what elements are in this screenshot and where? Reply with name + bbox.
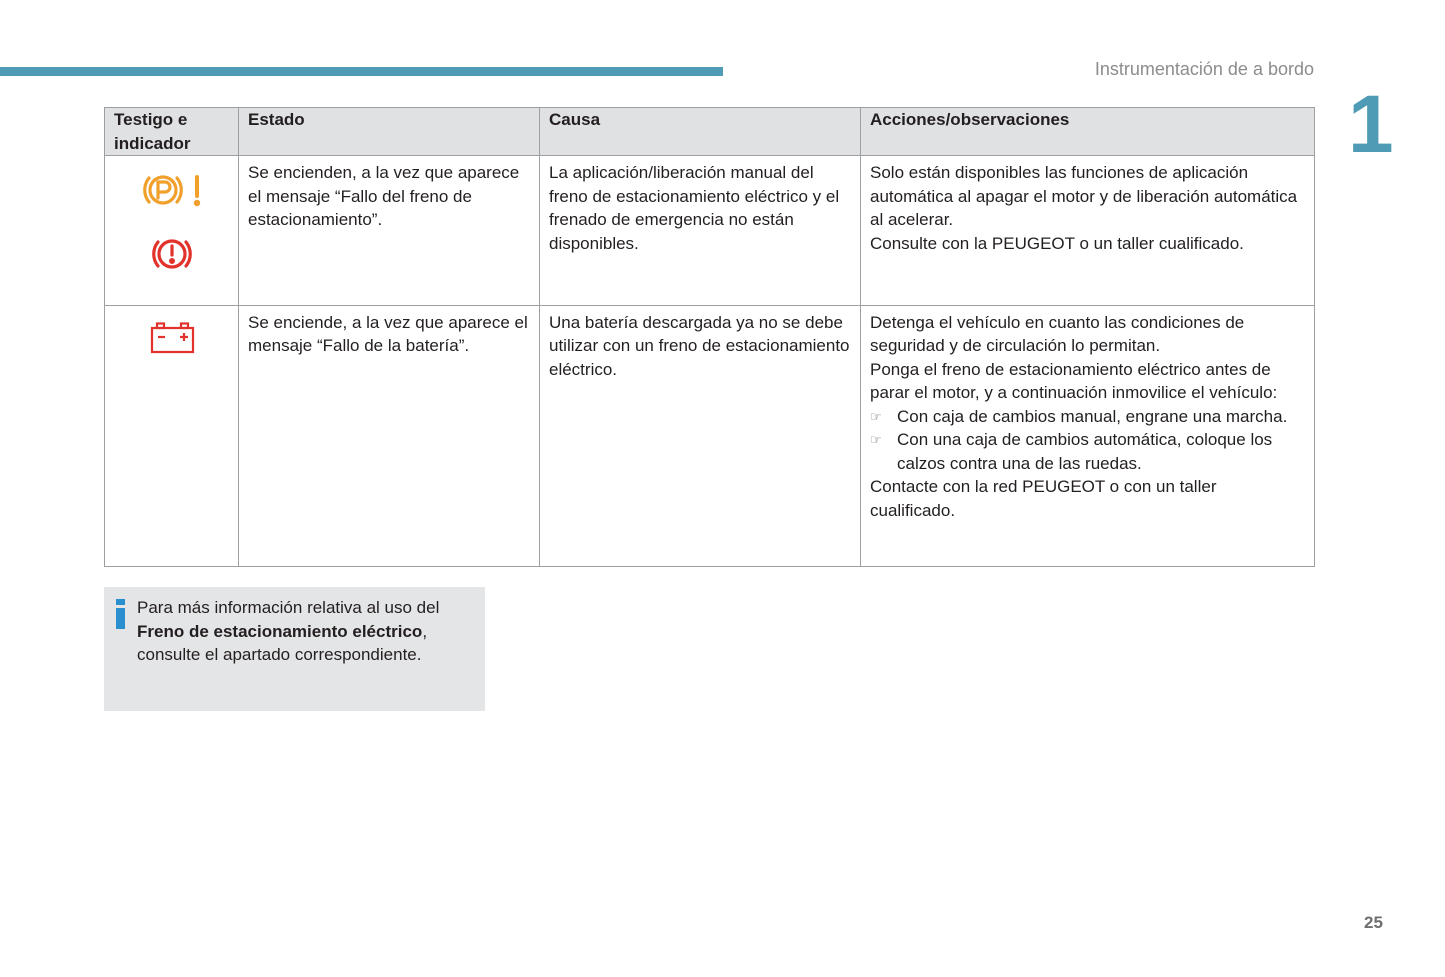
table-row bbox=[105, 305, 1315, 566]
estado-cell: Se encienden, a la vez que aparece el mensaje “Fallo del freno de estacionamiento”. bbox=[239, 156, 540, 306]
column-header-acciones: Acciones/observaciones bbox=[861, 108, 1315, 156]
info-note-line: Para más información relativa al uso del bbox=[137, 598, 440, 617]
info-note-comma: , bbox=[422, 621, 428, 641]
indicator-cell bbox=[105, 305, 239, 566]
table-header-row bbox=[105, 108, 1315, 156]
pointing-hand-icon: ☞ bbox=[870, 432, 882, 447]
info-note-line: consulte el apartado correspondiente. bbox=[137, 645, 422, 664]
info-note bbox=[104, 587, 485, 711]
acciones-text: Detenga el vehículo en cuanto las condiciones de seguridad y de circulación lo permitan. bbox=[870, 312, 1245, 355]
battery-warning-red-icon bbox=[152, 323, 193, 352]
header-accent-bar bbox=[0, 67, 723, 76]
indicator-icons bbox=[105, 156, 239, 298]
list-item bbox=[870, 405, 1305, 429]
indicator-icons bbox=[105, 306, 239, 366]
pointing-hand-icon: ☞ bbox=[870, 408, 882, 424]
info-icon bbox=[115, 599, 127, 629]
list-item-text: Con una caja de cambios automática, coloque los calzos contra una de las ruedas. bbox=[897, 430, 1273, 473]
column-header-estado: Estado bbox=[239, 108, 540, 156]
table-row bbox=[105, 156, 1315, 306]
page-number: 25 bbox=[1364, 913, 1383, 932]
parking-brake-fault-amber-icon bbox=[145, 177, 199, 205]
column-header-testigo: Testigo e indicador bbox=[105, 108, 239, 156]
brake-warning-red-icon bbox=[154, 241, 191, 267]
chapter-number: 1 bbox=[1348, 79, 1394, 170]
acciones-cell bbox=[861, 305, 1315, 566]
indicator-cell bbox=[105, 156, 239, 306]
warning-lights-table bbox=[104, 107, 1315, 567]
causa-cell: Una batería descargada ya no se debe utilizar con un freno de estacionamiento eléctrico. bbox=[540, 305, 861, 566]
column-header-causa: Causa bbox=[540, 108, 861, 156]
info-note-bold: Freno de estacionamiento eléctrico bbox=[137, 621, 423, 641]
info-note-text bbox=[137, 596, 477, 667]
acciones-text: Solo están disponibles las funciones de aplicación automática al apagar el motor y de liberación automática al acelerar. bbox=[870, 163, 1298, 229]
acciones-cell bbox=[861, 156, 1315, 306]
acciones-text: Ponga el freno de estacionamiento eléctrico antes de parar el motor, y a continuación inmovilice el vehículo: bbox=[870, 359, 1278, 402]
section-title: Instrumentación de a bordo bbox=[1094, 59, 1314, 79]
list-item-text: Con caja de cambios manual, engrane una marcha. bbox=[897, 406, 1288, 426]
estado-cell: Se enciende, a la vez que aparece el mensaje “Fallo de la batería”. bbox=[239, 305, 540, 566]
causa-cell: La aplicación/liberación manual del freno de estacionamiento eléctrico y el frenado de emergencia no están disponibles. bbox=[540, 156, 861, 306]
acciones-text: Contacte con la red PEUGEOT o con un taller cualificado. bbox=[870, 477, 1217, 520]
acciones-text: Consulte con la PEUGEOT o un taller cualificado. bbox=[870, 233, 1244, 253]
list-item bbox=[870, 428, 1305, 475]
